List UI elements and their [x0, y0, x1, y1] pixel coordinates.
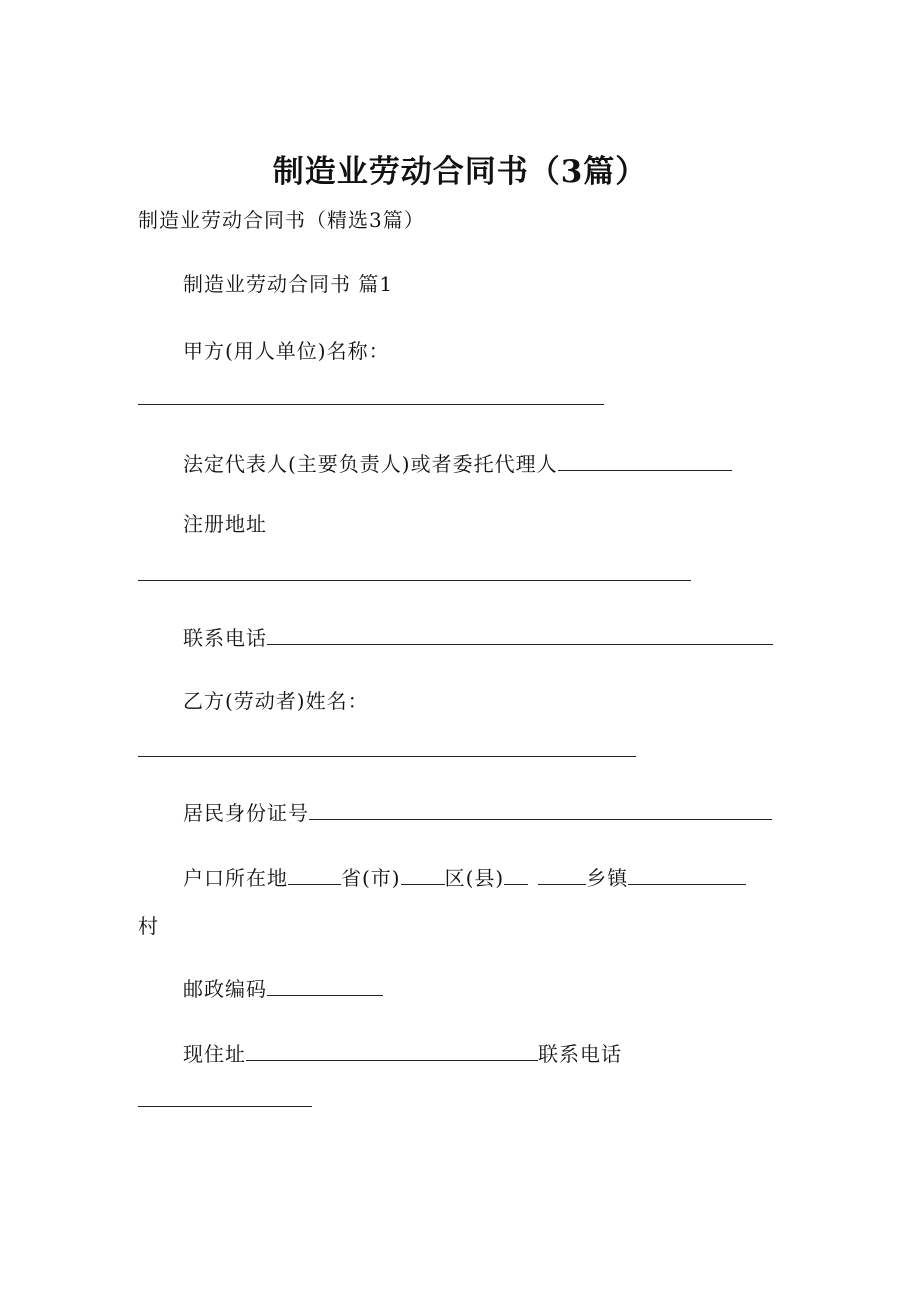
postal-row — [183, 973, 383, 1003]
party-b-name-blank[interactable] — [138, 756, 636, 757]
current-address-label: 现住址 — [183, 1042, 246, 1066]
legal-rep-row — [183, 448, 732, 478]
address-blank[interactable] — [138, 580, 691, 581]
household-province-blank[interactable] — [288, 862, 341, 885]
address-label: 注册地址 — [183, 512, 267, 536]
household-village-label: 村 — [138, 914, 159, 938]
current-phone-label: 联系电话 — [538, 1042, 622, 1066]
legal-rep-blank[interactable] — [558, 448, 732, 471]
id-blank[interactable] — [309, 797, 772, 820]
id-label: 居民身份证号 — [183, 801, 309, 825]
current-phone-blank[interactable] — [138, 1106, 312, 1107]
phone-blank[interactable] — [267, 622, 773, 645]
phone-row — [183, 622, 773, 652]
party-b-name-label: 乙方(劳动者)姓名： — [183, 689, 369, 713]
household-district-label: 区(县) — [444, 866, 505, 890]
household-gap-blank[interactable] — [504, 862, 528, 885]
household-district-blank[interactable] — [401, 862, 445, 885]
household-village-blank[interactable] — [628, 862, 746, 885]
legal-rep-label: 法定代表人(主要负责人)或者委托代理人 — [183, 452, 558, 476]
current-address-row — [183, 1038, 622, 1068]
household-town-blank[interactable] — [538, 862, 586, 885]
id-row — [183, 797, 772, 827]
household-province-label: 省(市) — [341, 866, 401, 890]
party-a-name-blank[interactable] — [138, 404, 604, 405]
postal-blank[interactable] — [267, 973, 383, 996]
household-prefix: 户口所在地 — [183, 866, 288, 890]
current-address-blank[interactable] — [246, 1038, 538, 1061]
phone-label: 联系电话 — [183, 626, 267, 650]
household-row — [183, 862, 746, 892]
document-subtitle: 制造业劳动合同书（精选3篇） — [138, 208, 425, 232]
household-town-label: 乡镇 — [586, 866, 629, 890]
section-heading: 制造业劳动合同书 篇1 — [183, 272, 394, 296]
document-title: 制造业劳动合同书（3篇） — [272, 154, 648, 190]
party-a-name-label: 甲方(用人单位)名称： — [183, 339, 390, 363]
postal-label: 邮政编码 — [183, 977, 267, 1001]
